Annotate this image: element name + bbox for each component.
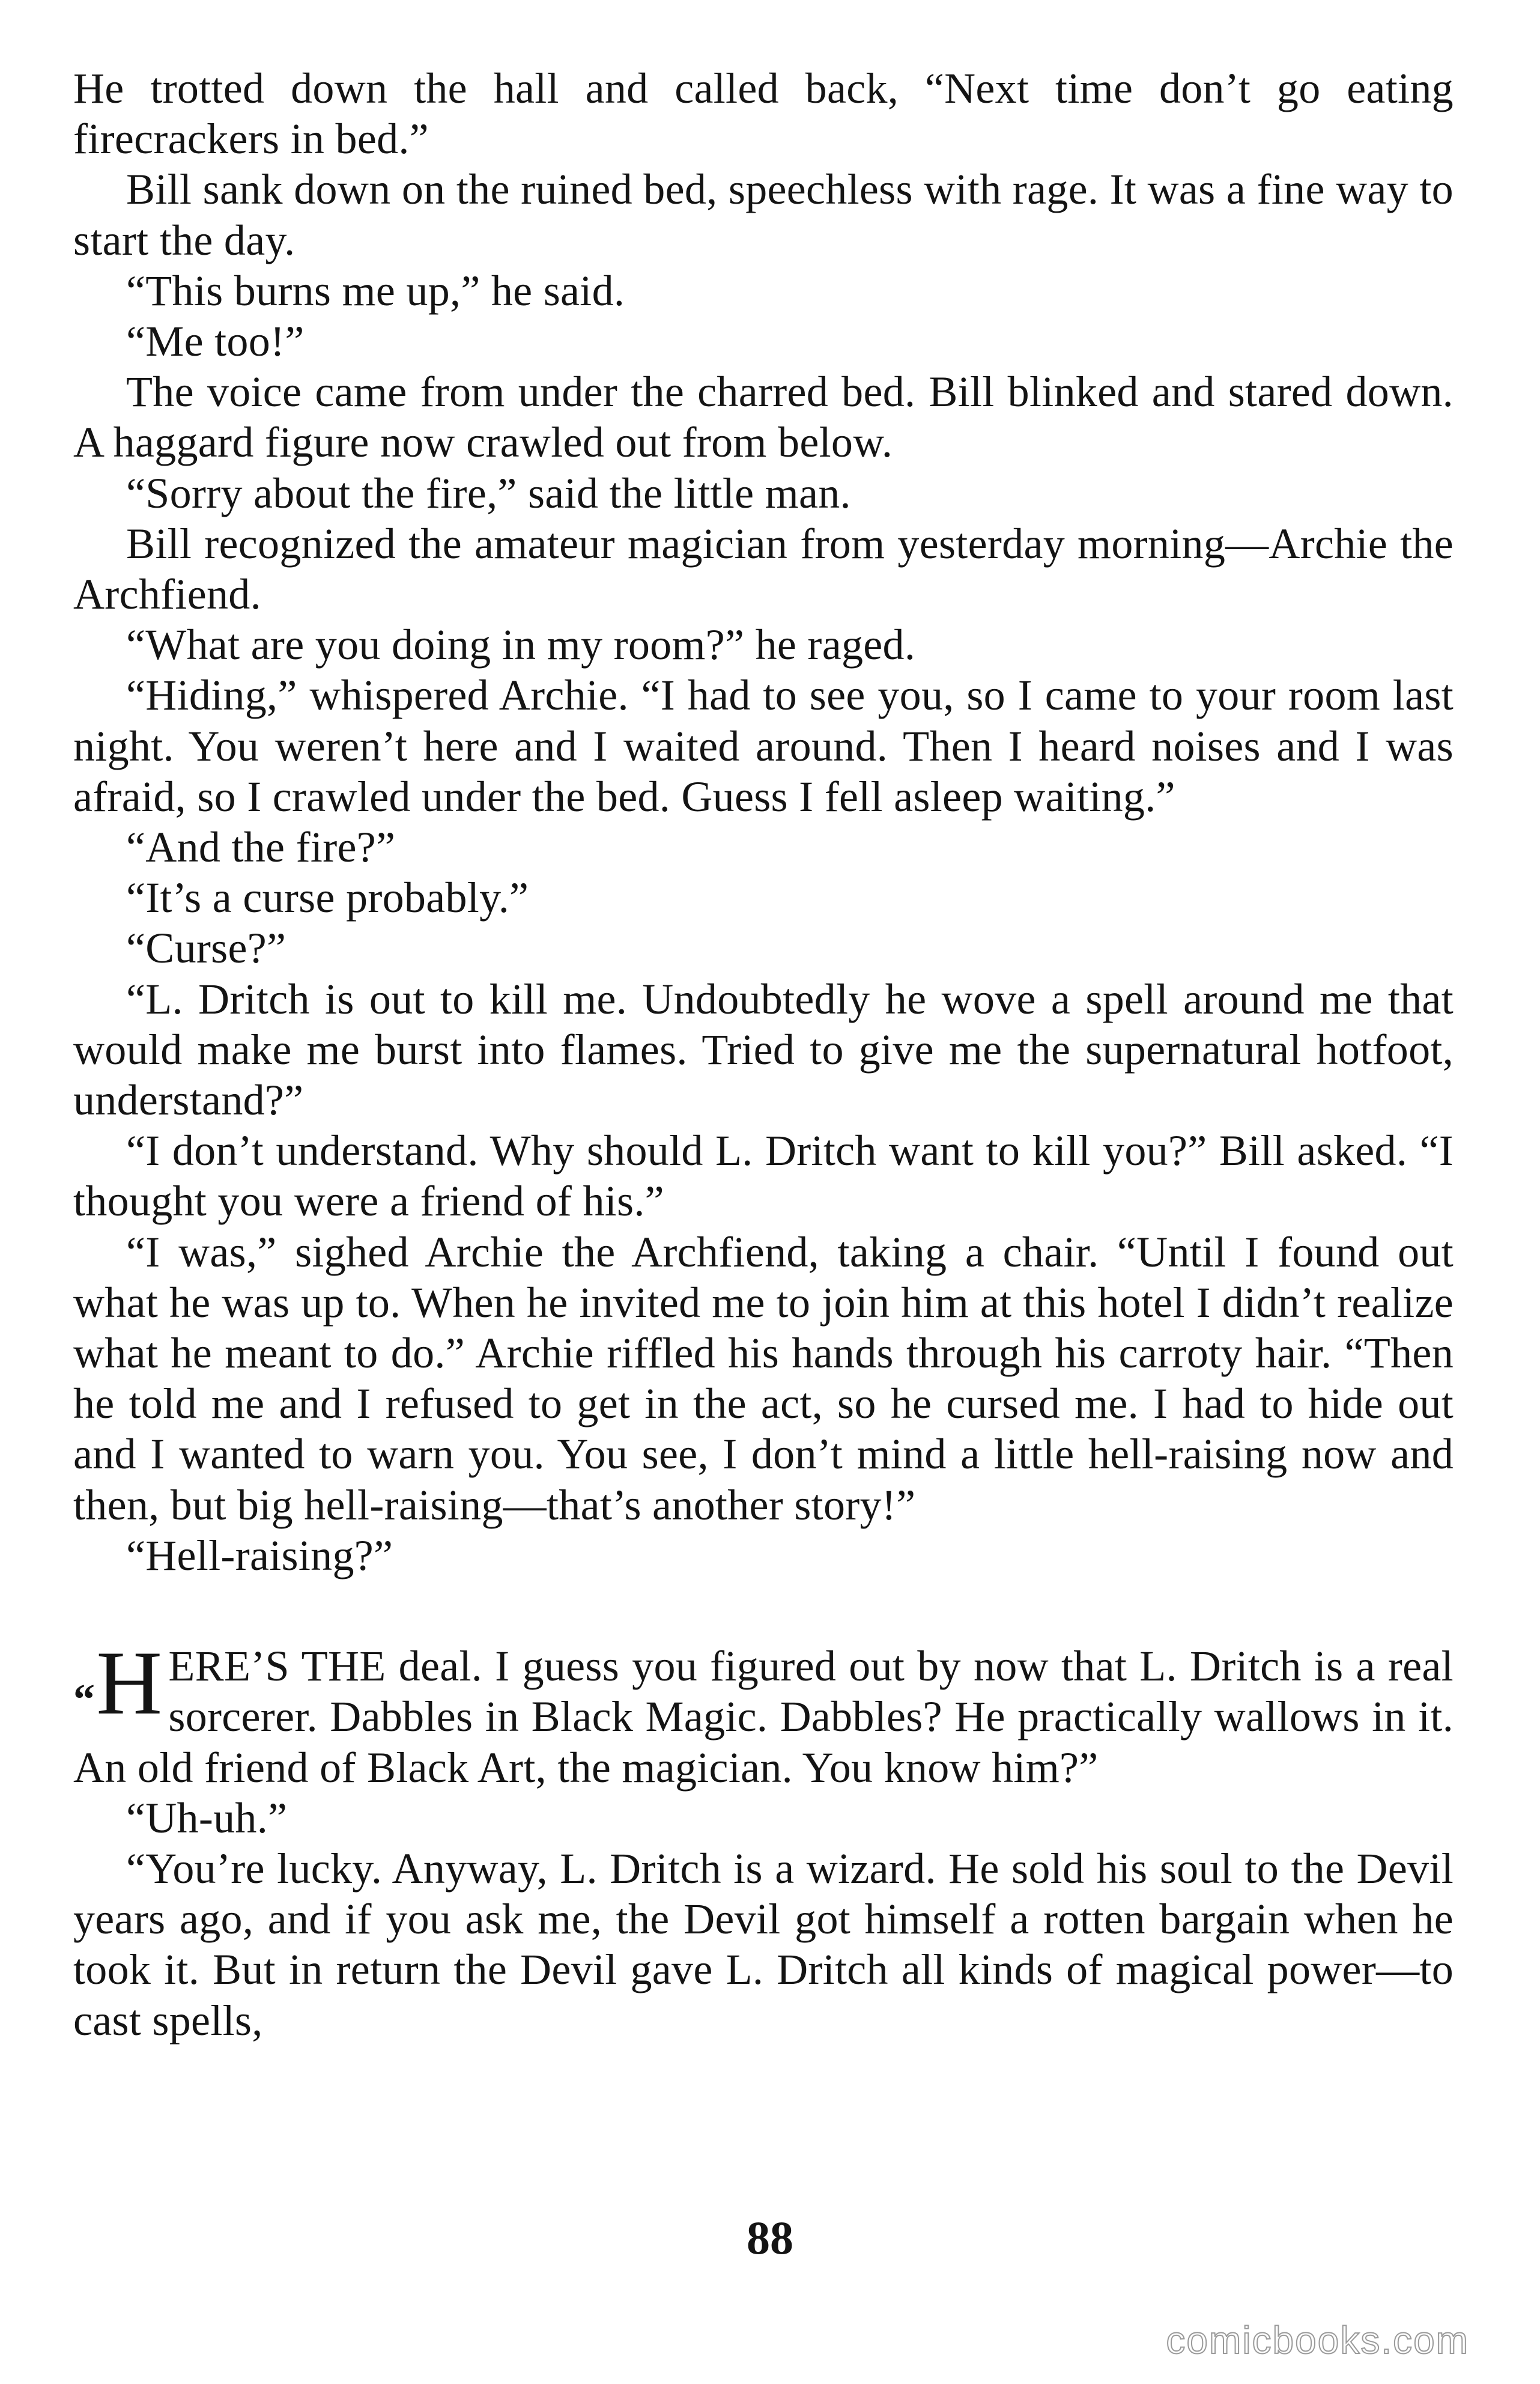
paragraph-3: “This burns me up,” he said. <box>126 266 625 315</box>
page-body <box>73 63 1454 2046</box>
paragraph-9: “Hiding,” whispered Archie. “I had to see you, so I came to your room last night. You weren’t here and I waited around. Then I heard noises and I was afraid, so I crawled under the bed. Guess I fell asleep waiting.” <box>73 671 1454 821</box>
paragraph-18: “Uh-uh.” <box>126 1793 288 1842</box>
paragraph-11: “It’s a curse probably.” <box>126 874 529 922</box>
paragraph-1: He trotted down the hall and called back, “Next time don’t go eating firecrackers in bed.” <box>73 64 1454 163</box>
page-number: 88 <box>747 2212 793 2264</box>
paragraph-10: “And the fire?” <box>126 823 396 872</box>
paragraph-16: “Hell-raising?” <box>126 1531 393 1580</box>
paragraph-4: “Me too!” <box>126 317 305 366</box>
paragraph-15: “I was,” sighed Archie the Archfiend, taking a chair. “Until I found out what he was up to. When he invited me to join him at this hotel I didn’t realize what he meant to do.” Archie riffled his hands through his carroty hair. “Then he told me and I refused to get in the act, so he cursed me. I had to hide out and I wanted to warn you. You see, I don’t mind a little hell-raising now and then, but big hell-raising—that’s another story!” <box>73 1227 1454 1529</box>
section-opening-paragraph <box>73 1632 1454 1793</box>
drop-cap <box>73 1632 163 1738</box>
paragraph-13: “L. Dritch is out to kill me. Undoubtedly he wove a spell around me that would make me burst into flames. Tried to give me the supernatural hotfoot, understand?” <box>73 975 1454 1125</box>
paragraph-5: The voice came from under the charred bed. Bill blinked and stared down. A haggard figure now crawled out from below. <box>73 368 1454 467</box>
drop-cap-quote: “ <box>73 1675 95 1724</box>
watermark: comicbooks.com <box>1166 2319 1469 2362</box>
paragraph-19: “You’re lucky. Anyway, L. Dritch is a wizard. He sold his soul to the Devil years ago, and if you ask me, the Devil got himself a rotten bargain when he took it. But in return the Devil gave L. Dritch all kinds of magical power—to cast spells, <box>73 1844 1454 2045</box>
paragraph-8: “What are you doing in my room?” he raged. <box>126 621 916 669</box>
paragraph-7: Bill recognized the amateur magician from yesterday morning—Archie the Archfiend. <box>73 519 1454 619</box>
paragraph-6: “Sorry about the fire,” said the little man. <box>126 469 851 517</box>
drop-cap-letter: H <box>96 1632 163 1734</box>
paragraph-2: Bill sank down on the ruined bed, speechless with rage. It was a fine way to start the day. <box>73 165 1454 264</box>
section-break <box>73 1581 1454 1641</box>
section-opening-text: ERE’S THE deal. I guess you figured out by now that L. Dritch is a real sorcerer. Dabbles in Black Magic. Dabbles? He practically wallows in it. An old friend of Black Art, the magician. You know him?” <box>73 1642 1454 1792</box>
paragraph-12: “Curse?” <box>126 924 286 973</box>
paragraph-14: “I don’t understand. Why should L. Dritch want to kill you?” Bill asked. “I thought you were a friend of his.” <box>73 1127 1454 1226</box>
